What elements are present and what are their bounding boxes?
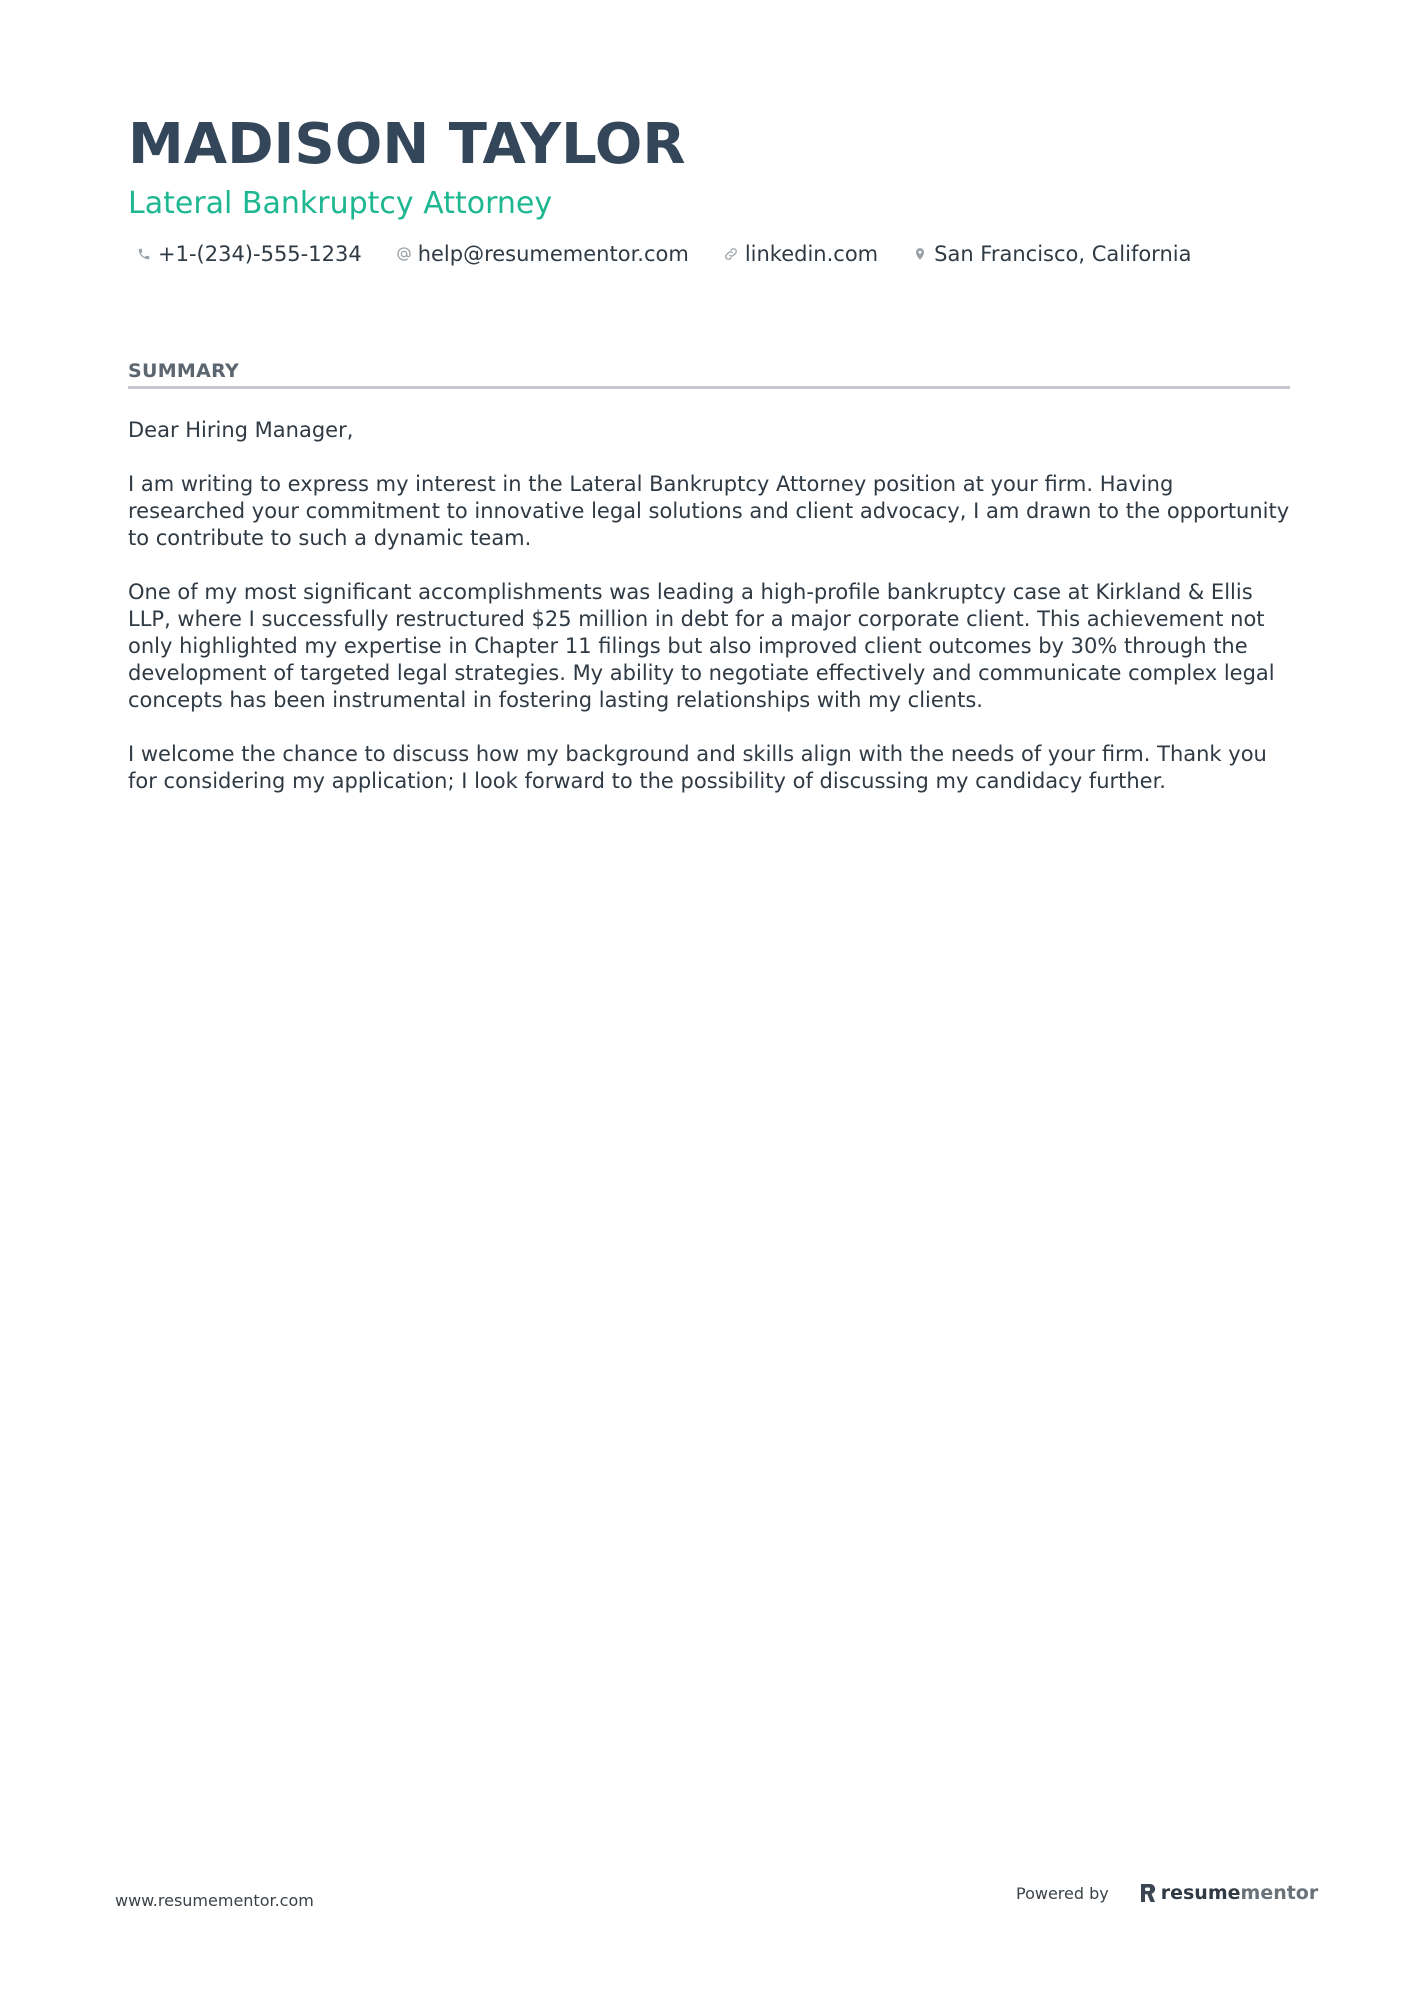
brand-logo[interactable]	[1139, 1882, 1319, 1904]
letter-paragraph: I am writing to express my interest in the Lateral Bankruptcy Attorney position at your firm. Having researched your commitment to innovative legal solutions and client advocacy, I am drawn to the opportunity to contribute to such a dynamic team.	[128, 472, 1290, 550]
phone-text: +1-(234)-555-1234	[158, 242, 362, 266]
brand-text-resume: resume	[1160, 1882, 1241, 1904]
section-heading: SUMMARY	[128, 360, 1290, 389]
contact-linkedin[interactable]	[715, 242, 878, 266]
letter-body	[128, 417, 1290, 795]
email-text[interactable]: help@resumementor.com	[417, 242, 689, 266]
footer-branding	[1016, 1882, 1318, 1904]
footer-website[interactable]: www.resumementor.com	[115, 1891, 314, 1910]
contact-location	[904, 242, 1191, 266]
candidate-name: MADISON TAYLOR	[128, 112, 686, 177]
header	[128, 108, 1288, 266]
brand-text-mentor: mentor	[1240, 1882, 1319, 1904]
contact-phone	[128, 242, 362, 266]
contact-email[interactable]	[388, 242, 689, 266]
powered-by-label: Powered by	[1016, 1883, 1109, 1903]
phone-icon	[136, 246, 152, 262]
summary-section	[128, 360, 1290, 822]
salutation: Dear Hiring Manager,	[128, 418, 354, 442]
letter-paragraph: One of my most significant accomplishments was leading a high-profile bankruptcy case at Kirkland & Ellis LLP, where I successfully restructured $25 million in debt for a major corporate client. This achievement not only highlighted my expertise in Chapter 11 filings but also improved client outcomes by 30% through the development of targeted legal strategies. My ability to negotiate effectively and communicate complex legal concepts has been instrumental in fostering lasting relationships with my clients.	[128, 580, 1275, 712]
contact-bar	[128, 242, 1288, 266]
job-title: Lateral Bankruptcy Attorney	[128, 186, 553, 221]
link-icon	[723, 246, 739, 262]
at-icon	[396, 246, 412, 262]
linkedin-text[interactable]: linkedin.com	[744, 242, 879, 266]
location-text: San Francisco, California	[934, 242, 1192, 266]
location-pin-icon	[912, 246, 928, 262]
letter-paragraph: I welcome the chance to discuss how my background and skills align with the needs of your firm. Thank you for considering my application; I look forward to the possibility of discussing my candidacy further.	[128, 742, 1267, 793]
resumementor-logo-icon	[1139, 1882, 1157, 1904]
